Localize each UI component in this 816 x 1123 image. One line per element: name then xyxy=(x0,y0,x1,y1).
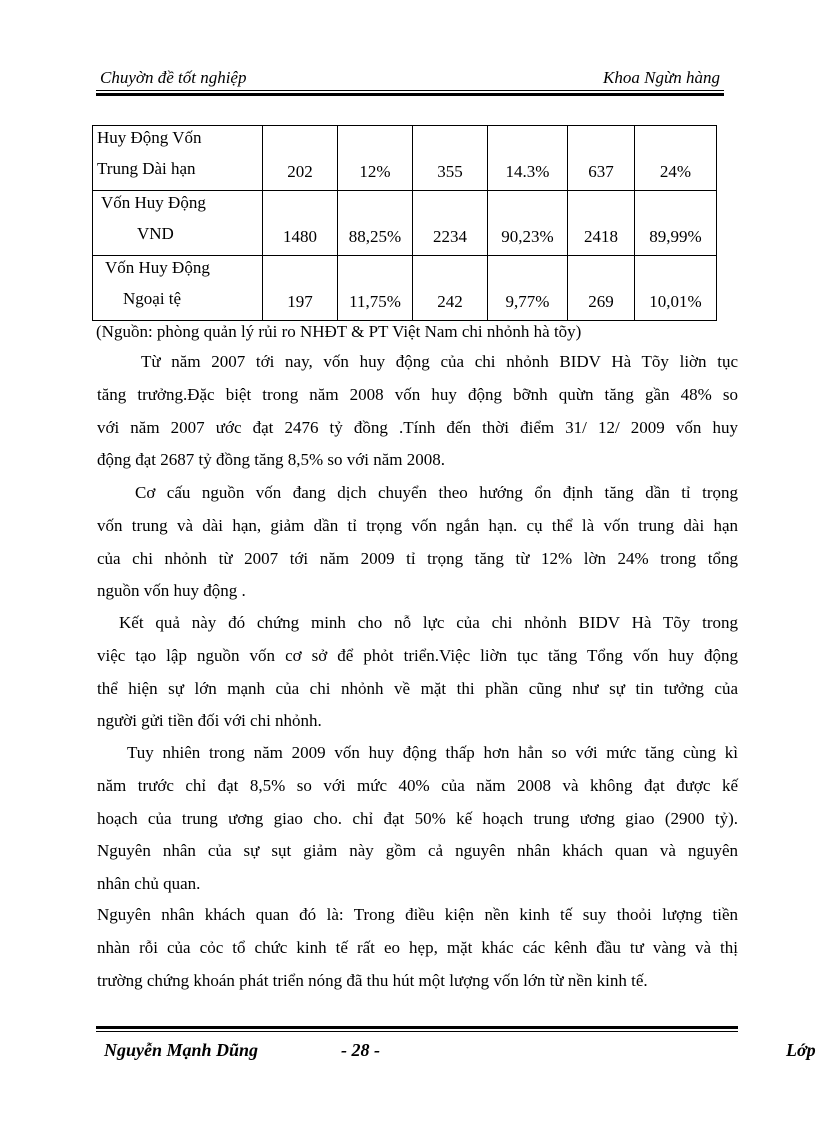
text-line: nguồn vốn huy động . xyxy=(97,581,246,601)
table-cell: 269 xyxy=(568,256,635,321)
row-label-cell xyxy=(93,126,263,191)
table-cell: 89,99% xyxy=(635,191,717,256)
row-label-cell xyxy=(93,256,263,321)
table-cell: 88,25% xyxy=(338,191,413,256)
paragraph-structure xyxy=(97,477,738,608)
text-line: Từ năm 2007 tới nay, vốn huy động của chi nhỏnh BIDV Hà Tõy liờn tục xyxy=(141,352,738,371)
row-label-line1: Vốn Huy Động xyxy=(101,193,206,212)
capital-mobilization-table xyxy=(92,125,717,321)
text-line: thể hiện sự lớn mạnh của chi nhỏnh về mặt thi phần cũng như sự tin tưởng của xyxy=(97,678,738,698)
table-cell: 10,01% xyxy=(635,256,717,321)
table-cell: 24% xyxy=(635,126,717,191)
table-row xyxy=(93,126,717,191)
table-cell: 2418 xyxy=(568,191,635,256)
footer-rule-thick xyxy=(96,1026,738,1029)
row-label-line2: VND xyxy=(137,224,174,243)
text-line: với năm 2007 ước đạt 2476 tỷ đồng .Tính đến thời điểm 31/ 12/ 2009 vốn huy xyxy=(97,417,738,437)
paragraph-objective-causes xyxy=(97,899,738,997)
header-rule-thin xyxy=(96,90,724,91)
text-line: nhân chủ quan. xyxy=(97,874,201,894)
text-line: người gửi tiền đối với chi nhỏnh. xyxy=(97,711,322,731)
header-rule-thick xyxy=(96,93,724,96)
table-cell: 11,75% xyxy=(338,256,413,321)
text-line: của chi nhỏnh từ 2007 tới năm 2009 tỉ trọng tăng từ 12% lờn 24% trong tổng xyxy=(97,548,738,568)
table-cell: 637 xyxy=(568,126,635,191)
text-line: nhàn rỗi của cỏc tổ chức kinh tế rất eo hẹp, mặt khác các kênh đầu tư vàng và thị xyxy=(97,937,738,957)
table-cell: 202 xyxy=(263,126,338,191)
table-row xyxy=(93,191,717,256)
row-label-cell xyxy=(93,191,263,256)
row-label-line2: Ngoại tệ xyxy=(123,289,182,308)
header-faculty: Khoa Ngừn hàng xyxy=(603,68,720,87)
text-line: vốn trung và dài hạn, giảm dần tỉ trọng vốn ngắn hạn. cụ thể là vốn trung dài hạn xyxy=(97,515,738,535)
footer-rule-thin xyxy=(96,1031,738,1032)
text-line: năm trước chỉ đạt 8,5% so với mức 40% của năm 2008 và không đạt được kế xyxy=(97,775,738,795)
table-cell: 12% xyxy=(338,126,413,191)
table-cell: 1480 xyxy=(263,191,338,256)
row-label-line1: Vốn Huy Động xyxy=(105,258,210,277)
table-source-note: (Nguồn: phòng quản lý rủi ro NHĐT & PT Việt Nam chi nhỏnh hà tõy) xyxy=(96,322,582,341)
text-line: trường chứng khoán phát triển nóng đã thu hút một lượng vốn lớn từ nền kinh tế. xyxy=(97,970,648,990)
text-line: Nguyên nhân của sự sụt giảm này gồm cả nguyên nhân khách quan và nguyên xyxy=(97,841,738,861)
paragraph-growth xyxy=(97,346,738,477)
table-cell: 90,23% xyxy=(488,191,568,256)
table-cell: 242 xyxy=(413,256,488,321)
text-line: hoạch của trung ương giao cho. chỉ đạt 50% kế hoạch trung ương giao (2900 tỷ). xyxy=(97,808,738,828)
table-row xyxy=(93,256,717,321)
footer-class-label: Lớp xyxy=(786,1040,816,1060)
table-cell: 9,77% xyxy=(488,256,568,321)
table-cell: 2234 xyxy=(413,191,488,256)
paragraph-decline xyxy=(97,737,738,901)
footer-author: Nguyễn Mạnh Dũng xyxy=(104,1040,259,1060)
footer-page-number: - 28 - xyxy=(341,1040,380,1060)
header-thesis-title: Chuyờn đề tốt nghiệp xyxy=(100,68,247,87)
text-line: Tuy nhiên trong năm 2009 vốn huy động thấp hơn hẳn so với mức tăng cùng kì xyxy=(127,743,738,762)
page-header xyxy=(96,66,724,90)
row-label-line1: Huy Động Vốn xyxy=(97,128,202,147)
text-line: động đạt 2687 tỷ đồng tăng 8,5% so với năm 2008. xyxy=(97,450,446,470)
paragraph-results xyxy=(97,607,738,738)
table-cell: 197 xyxy=(263,256,338,321)
text-line: tăng trưởng.Đặc biệt trong năm 2008 vốn huy động bỡnh quừn tăng gần 48% so xyxy=(97,384,738,404)
table-cell: 355 xyxy=(413,126,488,191)
row-label-line2: Trung Dài hạn xyxy=(97,159,196,178)
table-cell: 14.3% xyxy=(488,126,568,191)
text-line: Kết quả này đó chứng minh cho nỗ lực của chi nhỏnh BIDV Hà Tõy trong xyxy=(119,613,738,632)
text-line: Cơ cấu nguồn vốn đang dịch chuyển theo hướng ổn định tăng dần tỉ trọng xyxy=(135,483,738,502)
text-line: việc tạo lập nguồn vốn cơ sở để phỏt triển.Việc liờn tục tăng Tổng vốn huy động xyxy=(97,645,738,665)
text-line: Nguyên nhân khách quan đó là: Trong điều kiện nền kinh tế suy thoỏi lượng tiền xyxy=(97,905,738,924)
